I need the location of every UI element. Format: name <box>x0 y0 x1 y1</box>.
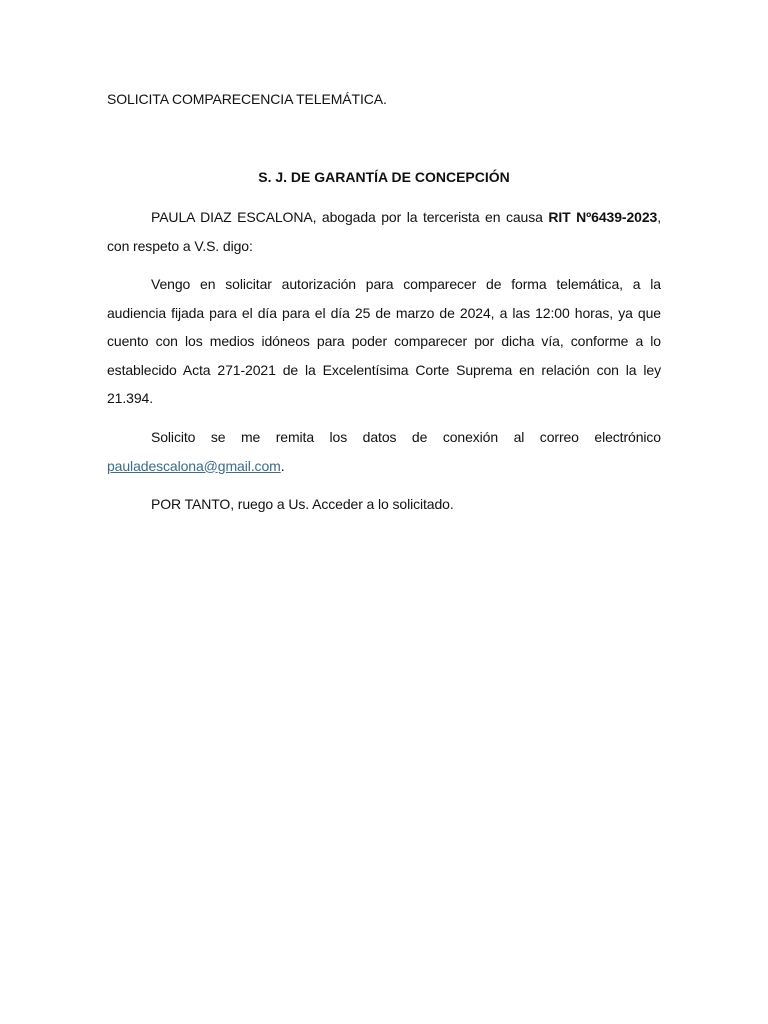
connection-text: Solicito se me remita los datos de conexión al correo electrónico <box>151 429 661 445</box>
connection-text-end: . <box>280 457 285 474</box>
intro-text: PAULA DIAZ ESCALONA, abogada por la tercerista en causa <box>151 209 549 225</box>
connection-paragraph <box>107 423 661 480</box>
intro-text-end: , con respeto a V.S. digo: <box>107 209 661 254</box>
document-subject: SOLICITA COMPARECENCIA TELEMÁTICA. <box>107 91 387 107</box>
case-number: RIT Nº6439-2023 <box>548 209 658 225</box>
closing-paragraph: POR TANTO, ruego a Us. Acceder a lo solicitado. <box>151 496 454 512</box>
request-paragraph: Vengo en solicitar autorización para comparecer de forma telemática, a la audiencia fijada para el día para el día 25 de marzo de 2024, a las 12:00 horas, ya que cuento con los medios idóneos para poder comparecer por dicha vía, conforme a lo establecido Acta 271-2021 de la Excelentísima Corte Suprema en relación con la ley 21.394. <box>107 276 661 407</box>
intro-paragraph <box>107 203 661 260</box>
email-link[interactable]: pauladescalona@gmail.com <box>107 457 281 474</box>
court-heading: S. J. DE GARANTÍA DE CONCEPCIÓN <box>258 169 510 185</box>
